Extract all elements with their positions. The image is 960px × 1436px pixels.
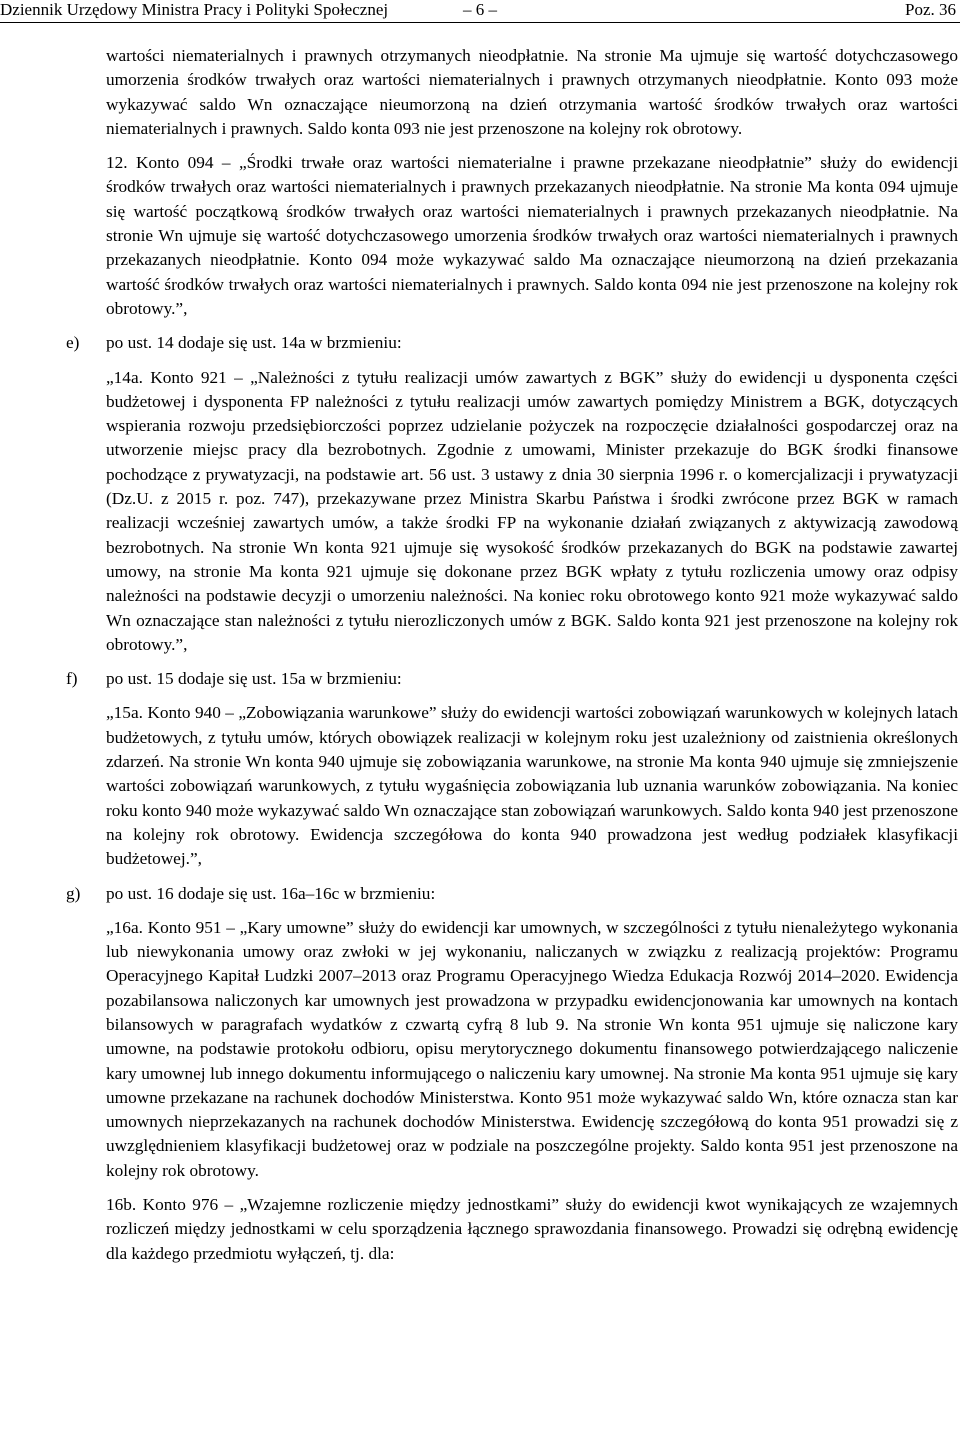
item-letter-e: e) (66, 333, 80, 353)
quote-16a: „16a. Konto 951 – „Kary umowne” służy do ewidencji kar umownych, w szczególności z tytułu nienależytego wykonania lub niewykonania umowy oraz zwłoki w jej wykonaniu, naliczanych w związku z realizacją projektów: Programu Operacyjnego Kapitał Ludzki 2007–2013 oraz Programu Operacyjnego Wiedza Edukacja Rozwój 2014–2020. Ewidencja pozabilansowa naliczonych kar umownych jest prowadzona w przypadku ewidencjonowania kar umownych na kontach bilansowych w paragrafach wydatków z czwartą cyfrą 8 lub 9. Na stronie Wn konta 951 ujmuje się naliczone kary umowne, na podstawie protokołu odbioru, opisu merytorycznego dokumentu finansowego potwierdzającego naliczenie kary umownej lub innego dokumentu informującego o naliczeniu kary umownej. Na stronie Ma konta 951 ujmuje się kary umowne przekazane na rachunek dochodów Ministerstwa. Konto 951 może wykazywać saldo Wn, które oznacza stan kar umownych nieprzekazanych na rachunek dochodów Ministerstwa. Ewidencję szczegółową do konta 951 prowadzi się z uwzględnieniem klasyfikacji budżetowej oraz w podziale na poszczególne projekty. Saldo konta 951 jest przenoszone na kolejny rok obrotowy. (106, 917, 958, 1180)
journal-title: Dziennik Urzędowy Ministra Pracy i Polityki Społecznej (0, 0, 389, 19)
position-number: Poz. 36 (905, 0, 956, 19)
page-number: – 6 – (463, 0, 497, 19)
list-item-f (0, 667, 958, 691)
page-header (0, 0, 960, 23)
item-text-e: po ust. 14 dodaje się ust. 14a w brzmieniu: (106, 333, 402, 353)
item-text-g: po ust. 16 dodaje się ust. 16a–16c w brzmieniu: (106, 883, 436, 903)
paragraph-konto-094: 12. Konto 094 – „Środki trwałe oraz wartości niematerialne i prawne przekazane nieodpłatnie” służy do ewidencji środków trwałych oraz wartości niematerialnych i prawnych przekazanych nieodpłatnie. Na stronie Ma konta 094 ujmuje się wartość początkową środków trwałych oraz wartości niematerialnych i prawnych przekazanych nieodpłatnie. Na stronie Wn ujmuje się wartość dotychczasowego umorzenia środków trwałych oraz wartości niematerialnych i prawnych przekazanych nieodpłatnie. Konto 094 może wykazywać saldo Ma oznaczające nieumorzoną na dzień przekazania wartość środków trwałych oraz wartości niematerialnych i prawnych. Saldo konta 094 nie jest przenoszone na kolejny rok obrotowy.”, (106, 153, 958, 318)
quote-16b: 16b. Konto 976 – „Wzajemne rozliczenie między jednostkami” służy do ewidencji kwot wynikających ze wzajemnych rozliczeń między jednostkami w celu sporządzenia łącznego sprawozdania finansowego. Prowadzi się odrębną ewidencję dla każdego przedmiotu wyłączeń, tj. dla: (106, 1195, 958, 1263)
paragraph-konto-093: wartości niematerialnych i prawnych otrzymanych nieodpłatnie. Na stronie Ma ujmuje się wartość dotychczasowego umorzenia środków trwałych oraz wartości niematerialnych i prawnych otrzymanych nieodpłatnie. Konto 093 może wykazywać saldo Wn oznaczające nieumorzoną na dzień otrzymania wartość środków trwałych oraz wartości niematerialnych i prawnych. Saldo konta 093 nie jest przenoszone na kolejny rok obrotowy. (106, 46, 958, 138)
quote-14a: „14a. Konto 921 – „Należności z tytułu realizacji umów zawartych z BGK” służy do ewidencji u dysponenta części budżetowej i dysponenta FP należności z tytułu realizacji umów zawartych pomiędzy Ministrem a BGK, dotyczących wspierania rozwoju przedsiębiorczości poprzez udzielanie pożyczek na rozpoczęcie działalności gospodarczej oraz na utworzenie miejsc pracy dla bezrobotnych. Zgodnie z umowami, Minister przekazuje do BGK środki finansowe pochodzące z prywatyzacji, na podstawie art. 56 ust. 3 ustawy z dnia 30 sierpnia 1996 r. o komercjalizacji i prywatyzacji (Dz.U. z 2015 r. poz. 747), przekazywane przez Ministra Skarbu Państwa i środki zwrócone przez BGK w ramach realizacji wcześniej zawartych umów, a także środki FP na wykonanie działań związanych z aktywizacją zawodową bezrobotnych. Na stronie Wn konta 921 ujmuje się wysokość środków przekazanych do BGK na podstawie zawartej umowy, na stronie Ma konta 921 ujmuje się dokonane przez BGK wpłaty z tytułu rozliczenia umowy oraz odpisy należności na podstawie decyzji o umorzeniu należności. Na koniec roku obrotowego konto 921 może wykazywać saldo Wn oznaczające stan należności z tytułu nierozliczonych umów z BGK. Saldo konta 921 jest przenoszone na kolejny rok obrotowy.”, (106, 367, 958, 654)
document-body (0, 44, 958, 1276)
quote-15a: „15a. Konto 940 – „Zobowiązania warunkowe” służy do ewidencji wartości zobowiązań warunkowych w kolejnych latach budżetowych, z tytułu umów, których obowiązek realizacji w kolejnym roku jest uzależniony od zaistnienia określonych zdarzeń. Na stronie Wn konta 940 ujmuje się zobowiązania warunkowe, na stronie Ma konta 940 ujmuje się zmniejszenie wartości zobowiązań warunkowych, z tytułu wygaśnięcia zobowiązania lub uznania warunków zobowiązania. Na koniec roku konto 940 może wykazywać saldo Wn oznaczające stan zobowiązań warunkowych. Saldo konta 940 jest przenoszone na kolejny rok obrotowy. Ewidencja szczegółowa do konta 940 prowadzona jest według podziałek klasyfikacji budżetowej.”, (106, 703, 958, 869)
item-letter-f: f) (66, 669, 78, 689)
list-item-e (0, 331, 958, 355)
item-letter-g: g) (66, 883, 81, 903)
list-item-g (0, 882, 958, 906)
item-text-f: po ust. 15 dodaje się ust. 15a w brzmieniu: (106, 669, 402, 689)
